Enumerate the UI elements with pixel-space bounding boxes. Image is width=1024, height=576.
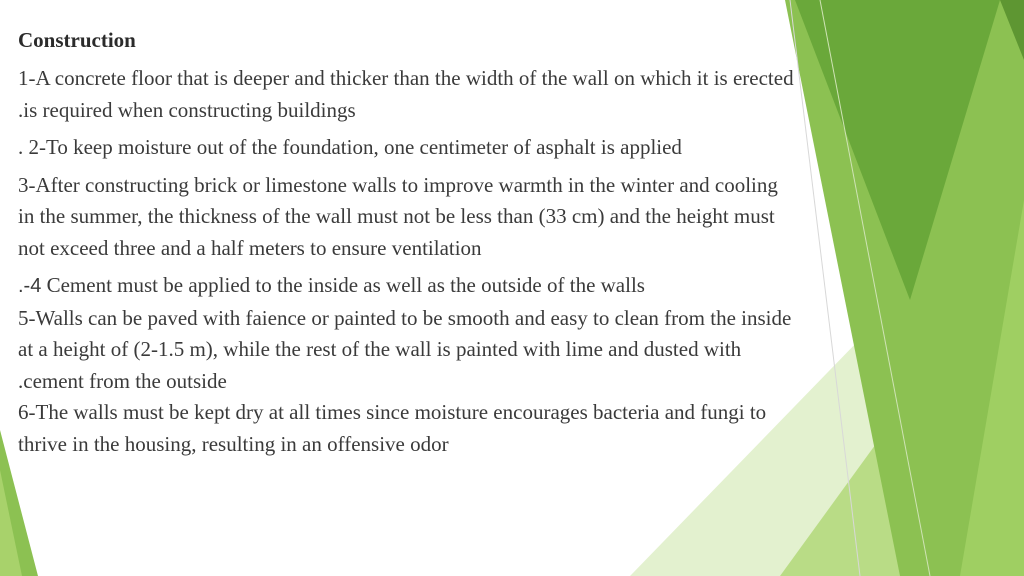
item-3-line-1: 3-After constructing brick or limestone walls to improve warmth in the winter and cooling [18,172,778,197]
item-5-line-2: at a height of (2-1.5 m), while the rest of the wall is painted with lime and dusted with [18,337,742,361]
item-4-line-1 [18,270,1008,303]
item-1-line-2: .is required when constructing buildings [18,97,356,122]
item-2-line-1: . 2-To keep moisture out of the foundation, one centimeter of asphalt is applied [18,135,682,159]
item-1-line-1: 1-A concrete floor that is deeper and thicker than the width of the wall on which it is erected [18,66,794,90]
item-5-line-1: 5-Walls can be paved with faience or painted to be smooth and easy to clean from the inside [18,305,792,330]
slide-title: Construction [18,28,136,52]
item-3-line-2: in the summer, the thickness of the wall must not be less than (33 cm) and the height must [18,204,775,228]
item-4-prefix: .-4 [18,275,42,297]
content-body [18,28,1008,460]
item-3-line-3: not exceed three and a half meters to ensure ventilation [18,235,482,260]
item-6-line-1: 6-The walls must be kept dry at all times since moisture encourages bacteria and fungi to [18,400,767,424]
item-4-text: Cement must be applied to the inside as well as the outside of the walls [41,273,645,297]
item-5-line-3: .cement from the outside [18,368,227,393]
item-6-line-2: thrive in the housing, resulting in an offensive odor [18,431,449,456]
